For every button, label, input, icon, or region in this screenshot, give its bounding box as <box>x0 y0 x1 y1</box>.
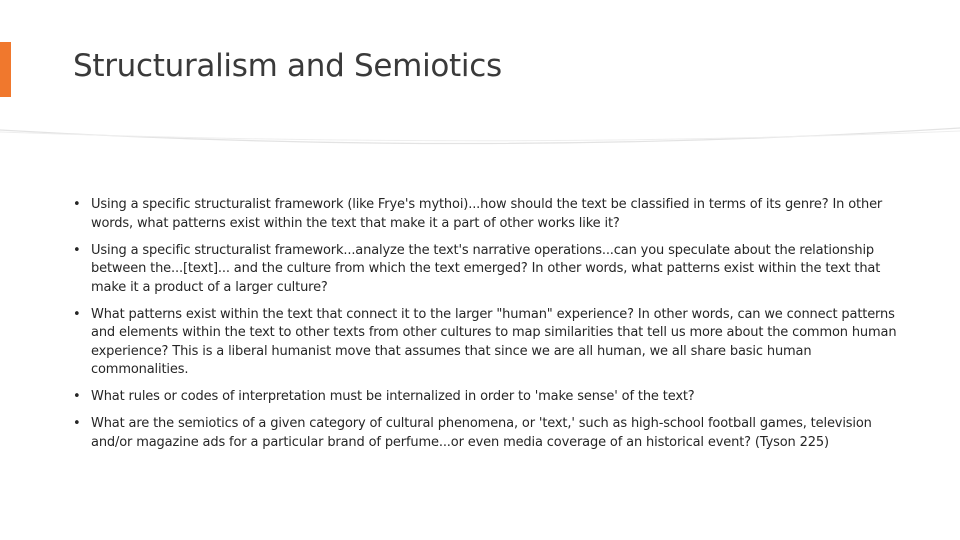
bullet-marker: • <box>73 416 81 431</box>
bullet-list <box>73 196 903 461</box>
slide-title: Structuralism and Semiotics <box>73 48 502 84</box>
bullet-text: Using a specific structuralist framework...analyze the text's narrative operations...can you speculate about the relationship between the...[text]... and the culture from which the text emerged? In other words, what patterns exist within the text that make it a product of a larger culture? <box>91 242 881 295</box>
bullet-marker: • <box>73 242 81 258</box>
bullet-marker: • <box>73 389 81 404</box>
bullet-item-2 <box>73 242 903 298</box>
bullet-item-5 <box>73 415 903 452</box>
bullet-item-4 <box>73 388 903 407</box>
bullet-text: What rules or codes of interpretation must be internalized in order to 'make sense' of the text? <box>91 389 695 404</box>
bullet-marker: • <box>73 197 81 212</box>
bullet-text: Using a specific structuralist framework (like Frye's mythoi)...how should the text be classified in terms of its genre? In other words, what patterns exist within the text that make it a part of other works like it? <box>91 197 883 231</box>
title-divider <box>0 120 960 160</box>
bullet-marker: • <box>73 306 81 322</box>
bullet-text: What are the semiotics of a given category of cultural phenomena, or 'text,' such as high-school football games, television and/or magazine ads for a particular brand of perfume...or even media coverage of an historical event? (Tyson 225) <box>91 416 872 450</box>
bullet-item-1 <box>73 196 903 233</box>
bullet-item-3 <box>73 306 903 380</box>
title-accent-bar <box>0 42 11 97</box>
bullet-text: What patterns exist within the text that connect it to the larger "human" experience? In other words, can we connect patterns and elements within the text to other texts from other cultures to map similarities that tell us more about the common human experience? This is a liberal humanist move that assumes that since we are all human, we all share basic human commonalities. <box>91 306 897 377</box>
